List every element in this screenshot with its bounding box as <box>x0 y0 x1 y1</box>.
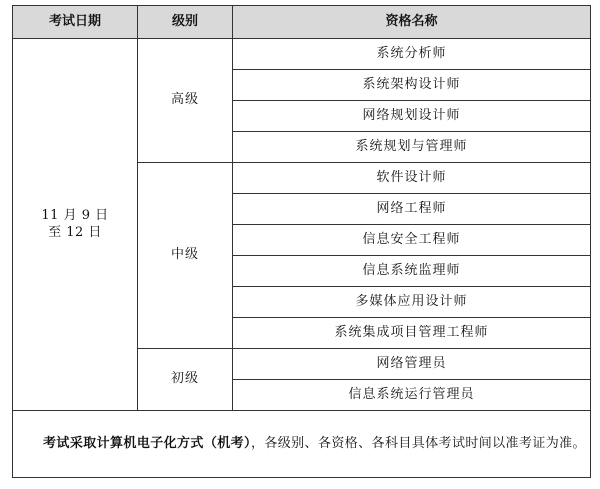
qualification-name: 多媒体应用设计师 <box>233 287 591 318</box>
note-text: ，各级别、各资格、各科目具体考试时间以准考证为准。 <box>250 435 586 451</box>
exam-date-line-2: 至 12 日 <box>48 224 102 240</box>
exam-schedule-table <box>12 5 591 478</box>
note-row <box>13 411 591 478</box>
header-row <box>13 6 591 39</box>
exam-date-cell <box>13 39 138 411</box>
exam-schedule-sheet <box>12 5 590 478</box>
qualification-name: 网络管理员 <box>233 349 591 380</box>
qualification-name: 系统规划与管理师 <box>233 132 591 163</box>
note-cell <box>13 411 591 478</box>
qualification-name: 网络工程师 <box>233 194 591 225</box>
header-qualification-name: 资格名称 <box>233 6 591 39</box>
qualification-name: 信息系统监理师 <box>233 256 591 287</box>
exam-date-line-1: 11 月 9 日 <box>41 208 109 224</box>
qualification-name: 信息系统运行管理员 <box>233 380 591 411</box>
header-exam-date: 考试日期 <box>13 6 138 39</box>
table-row <box>13 39 591 70</box>
qualification-name: 系统架构设计师 <box>233 70 591 101</box>
qualification-name: 软件设计师 <box>233 163 591 194</box>
header-level: 级别 <box>138 6 233 39</box>
qualification-name: 网络规划设计师 <box>233 101 591 132</box>
level-intermediate: 中级 <box>138 163 233 349</box>
qualification-name: 系统分析师 <box>233 39 591 70</box>
level-junior: 初级 <box>138 349 233 411</box>
note-bold-text: 考试采取计算机电子化方式（机考） <box>43 435 251 451</box>
qualification-name: 信息安全工程师 <box>233 225 591 256</box>
qualification-name: 系统集成项目管理工程师 <box>233 318 591 349</box>
level-senior: 高级 <box>138 39 233 163</box>
